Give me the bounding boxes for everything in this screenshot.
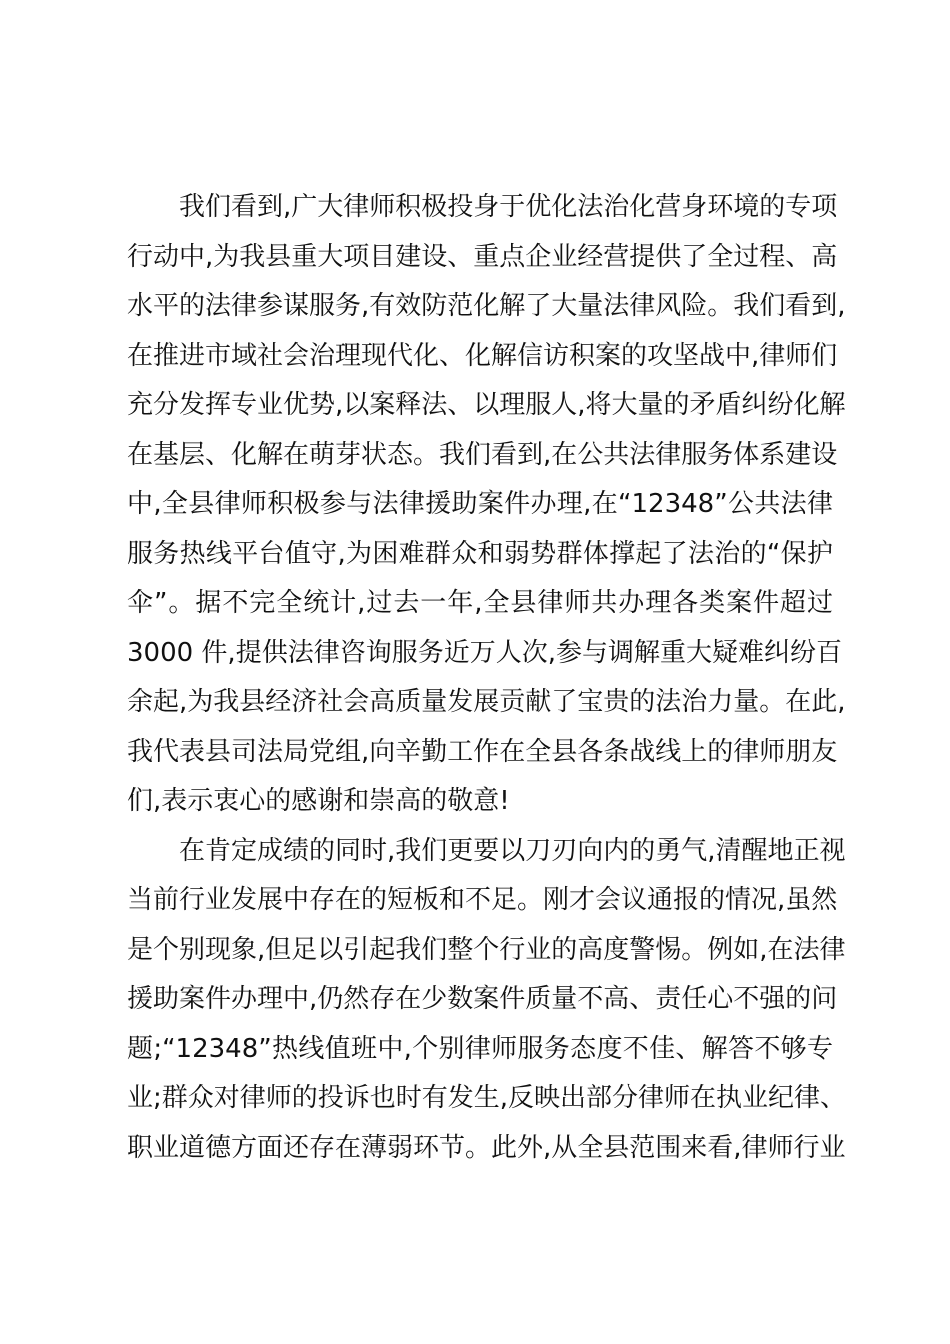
text-line: 职业道德方面还存在薄弱环节。此外,从全县范围来看,律师行业 — [127, 1132, 846, 1163]
text-line: 援助案件办理中,仍然存在少数案件质量不高、责任心不强的问 — [127, 984, 838, 1014]
text-line: 在推进市域社会治理现代化、化解信访积案的攻坚战中,律师们 — [127, 340, 838, 371]
text-line: 们,表示衷心的感谢和崇高的敬意! — [127, 786, 510, 816]
text-line: 题;“12348”热线值班中,个别律师服务态度不佳、解答不够专 — [127, 1033, 833, 1064]
paragraph-2 — [127, 827, 847, 1174]
text-line: 在肯定成绩的同时,我们更要以刀刃向内的勇气,清醒地正视 — [179, 835, 846, 866]
text-line: 我们看到,广大律师积极投身于优化法治化营身环境的专项 — [179, 192, 838, 222]
text-line: 3000 件,提供法律咨询服务近万人次,参与调解重大疑难纠纷百 — [127, 637, 842, 668]
document-body — [127, 183, 847, 1173]
paragraph-1 — [127, 183, 846, 827]
text-line: 我代表县司法局党组,向辛勤工作在全县各条战线上的律师朋友 — [127, 736, 838, 767]
text-line: 中,全县律师积极参与法律援助案件办理,在“12348”公共法律 — [127, 489, 833, 519]
text-line: 在基层、化解在萌芽状态。我们看到,在公共法律服务体系建设 — [127, 439, 838, 470]
text-line: 是个别现象,但足以引起我们整个行业的高度警惕。例如,在法律 — [127, 934, 846, 965]
text-line: 余起,为我县经济社会高质量发展贡献了宝贵的法治力量。在此, — [127, 687, 846, 717]
text-line: 伞”。据不完全统计,过去一年,全县律师共办理各类案件超过 — [127, 588, 833, 618]
text-line: 当前行业发展中存在的短板和不足。刚才会议通报的情况,虽然 — [127, 885, 838, 915]
text-line: 充分发挥专业优势,以案释法、以理服人,将大量的矛盾纠纷化解 — [127, 390, 846, 420]
text-line: 行动中,为我县重大项目建设、重点企业经营提供了全过程、高 — [127, 241, 838, 272]
text-line: 水平的法律参谋服务,有效防范化解了大量法律风险。我们看到, — [127, 291, 846, 321]
text-line: 业;群众对律师的投诉也时有发生,反映出部分律师在执业纪律、 — [127, 1083, 847, 1113]
text-line: 服务热线平台值守,为困难群众和弱势群体撑起了法治的“保护 — [127, 538, 833, 569]
